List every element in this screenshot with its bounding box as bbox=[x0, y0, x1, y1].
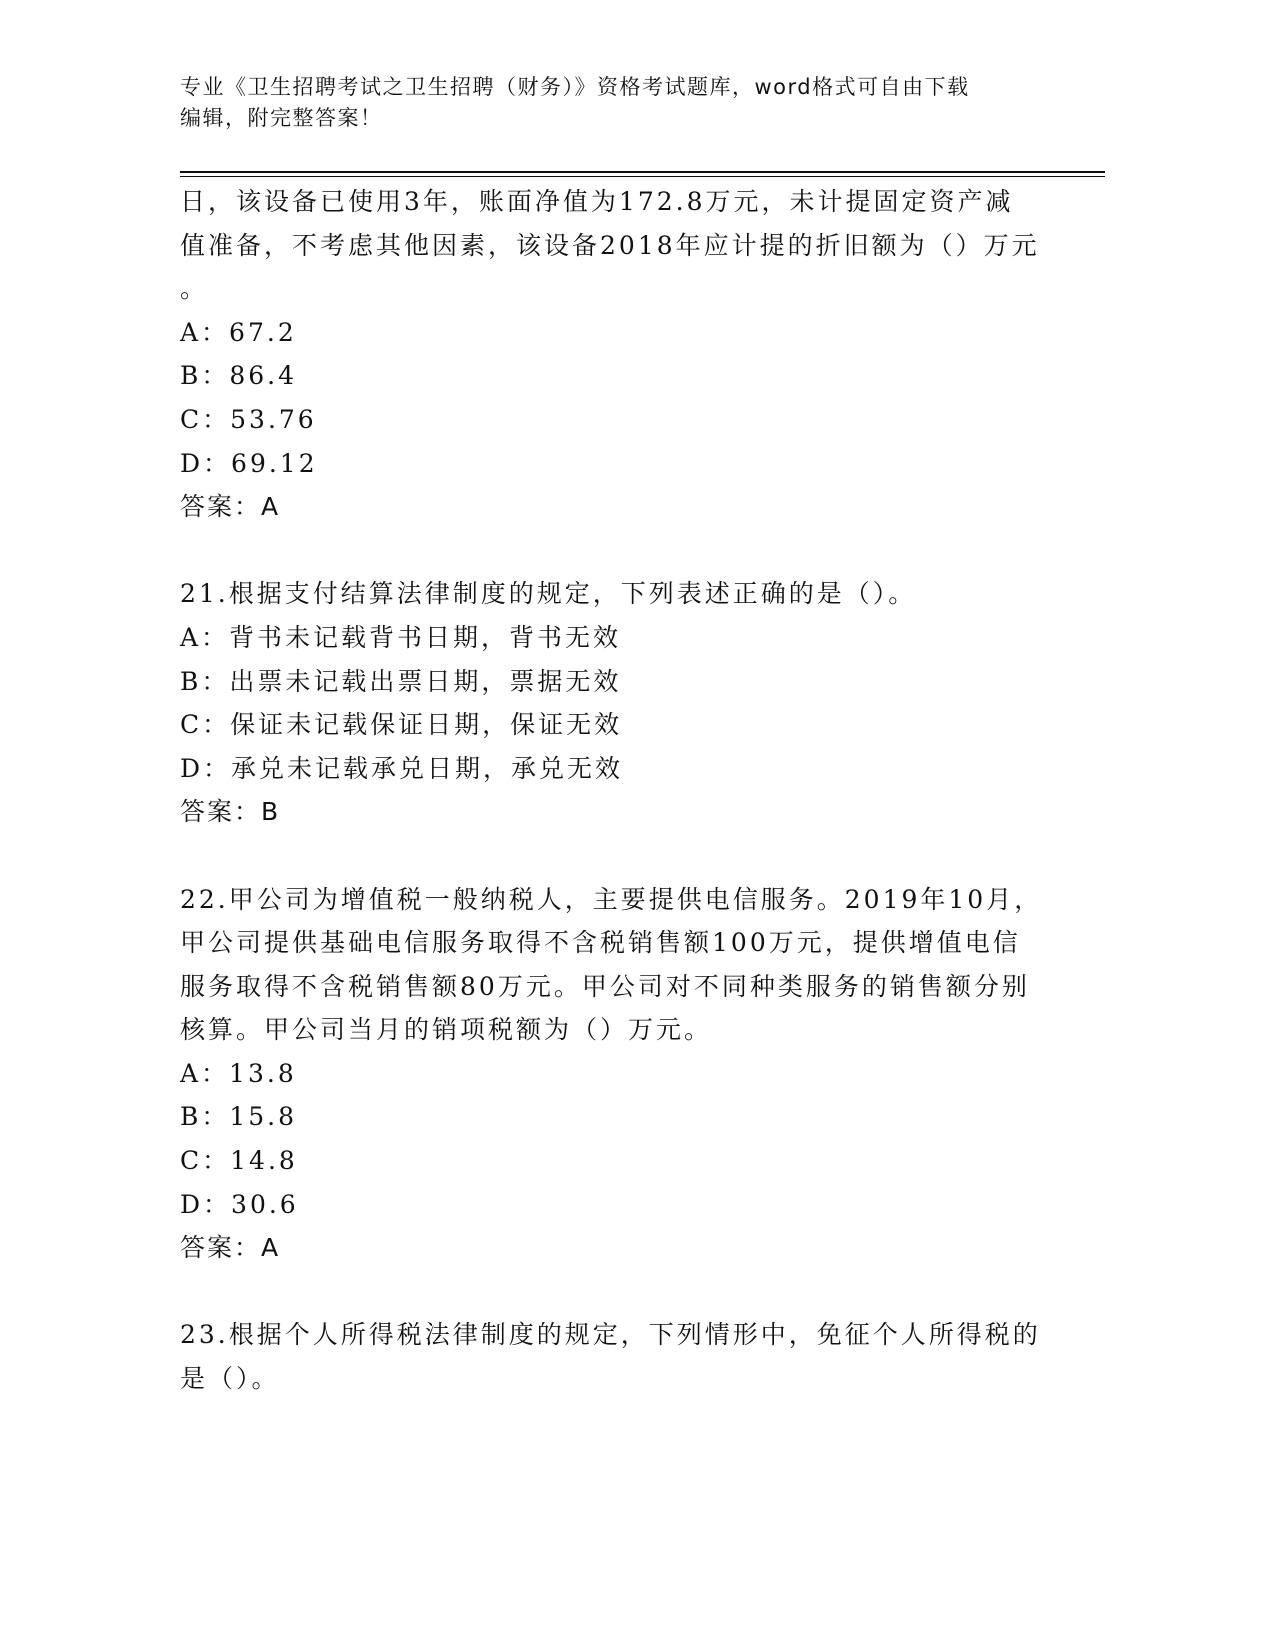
question-text: 22.甲公司为增值税一般纳税人，主要提供电信服务。2019年10月， bbox=[180, 884, 1043, 914]
option-d: D：69.12 bbox=[180, 448, 318, 478]
header-divider-top bbox=[180, 171, 1105, 173]
question-text: 。 bbox=[180, 274, 209, 304]
question-22 bbox=[180, 878, 1080, 1270]
question-20 bbox=[180, 180, 1080, 529]
question-text: 是（）。 bbox=[180, 1364, 280, 1394]
header-divider-bottom bbox=[180, 176, 1105, 177]
option-d: D：30.6 bbox=[180, 1189, 299, 1219]
answer: 答案：A bbox=[180, 1233, 281, 1263]
question-list bbox=[180, 180, 1080, 1401]
answer: 答案：B bbox=[180, 797, 281, 827]
option-a: A：67.2 bbox=[180, 317, 297, 347]
question-text: 甲公司提供基础电信服务取得不含税销售额100万元，提供增值电信 bbox=[180, 928, 1021, 958]
question-text: 服务取得不含税销售额80万元。甲公司对不同种类服务的销售额分别 bbox=[180, 971, 1030, 1001]
option-b: B：15.8 bbox=[180, 1102, 298, 1132]
question-text: 值准备，不考虑其他因素，该设备2018年应计提的折旧额为（）万元 bbox=[180, 230, 1040, 260]
question-23 bbox=[180, 1313, 1080, 1400]
option-b: B：86.4 bbox=[180, 361, 298, 391]
option-b: B：出票未记载出票日期，票据无效 bbox=[180, 666, 622, 696]
option-a: A：13.8 bbox=[180, 1058, 297, 1088]
question-text: 23.根据个人所得税法律制度的规定，下列情形中，免征个人所得税的 bbox=[180, 1320, 1041, 1350]
question-text: 日，该设备已使用3年，账面净值为172.8万元，未计提固定资产减 bbox=[180, 187, 1014, 216]
question-text: 核算。甲公司当月的销项税额为（）万元。 bbox=[180, 1015, 713, 1045]
question-text: 21.根据支付结算法律制度的规定，下列表述正确的是（）。 bbox=[180, 579, 917, 609]
option-d: D：承兑未记载承兑日期，承兑无效 bbox=[180, 753, 624, 783]
option-c: C：保证未记载保证日期，保证无效 bbox=[180, 710, 623, 740]
document-header bbox=[180, 72, 970, 134]
option-c: C：14.8 bbox=[180, 1146, 298, 1176]
option-c: C：53.76 bbox=[180, 404, 317, 434]
answer: 答案：A bbox=[180, 492, 281, 522]
question-21 bbox=[180, 572, 1080, 834]
header-line-1: 专业《卫生招聘考试之卫生招聘（财务）》资格考试题库，word格式可自由下载 bbox=[180, 75, 970, 99]
option-a: A：背书未记载背书日期，背书无效 bbox=[180, 622, 622, 652]
header-line-2: 编辑，附完整答案！ bbox=[180, 106, 383, 130]
